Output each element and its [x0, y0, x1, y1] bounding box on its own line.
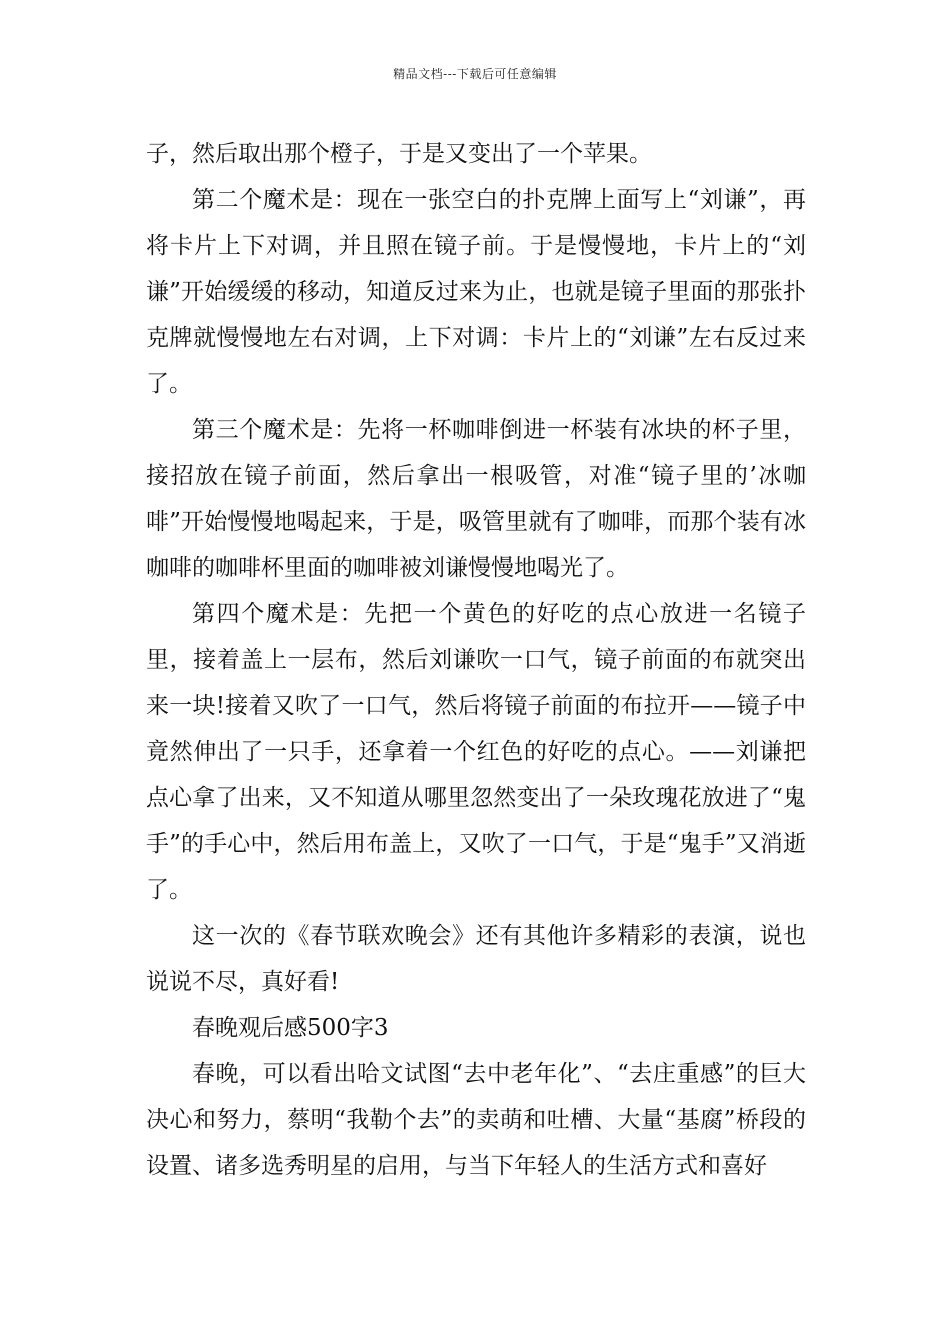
paragraph-continuation: 子，然后取出那个橙子，于是又变出了一个苹果。 [146, 141, 652, 167]
paragraph-summary: 这一次的《春节联欢晚会》还有其他许多精彩的表演，说也说说不尽，真好看! [146, 923, 806, 995]
paragraph-magic-3: 第三个魔术是：先将一杯咖啡倒进一杯装有冰块的杯子里，接招放在镜子前面，然后拿出一根吸管，对准“镜子里的’冰咖啡”开始慢慢地喝起来，于是，吸管里就有了咖啡，而那个装有冰咖啡的咖啡杯里面的咖啡被刘谦慢慢地喝光了。 [146, 417, 806, 581]
section-heading: 春晚观后感500字3 [192, 1015, 389, 1041]
paragraph-essay-3: 春晚，可以看出哈文试图“去中老年化”、“去庄重感”的巨大决心和努力，蔡明“我勒个去”的卖萌和吐槽、大量“基腐”桥段的设置、诸多选秀明星的启用，与当下年轻人的生活方式和喜好 [146, 1061, 806, 1179]
page-header: 精品文档---下载后可任意编辑 [393, 67, 557, 81]
paragraph-magic-4: 第四个魔术是：先把一个黄色的好吃的点心放进一名镜子里，接着盖上一层布，然后刘谦吹一口气，镜子前面的布就突出来一块!接着又吹了一口气，然后将镜子前面的布拉开——镜子中竟然伸出了一只手，还拿着一个红色的好吃的点心。——刘谦把点心拿了出来，又不知道从哪里忽然变出了一朵玫瑰花放进了“鬼手”的手心中，然后用布盖上，又吹了一口气，于是“鬼手”又消逝了。 [146, 601, 806, 903]
document-body [146, 131, 806, 1189]
paragraph-magic-2: 第二个魔术是：现在一张空白的扑克牌上面写上“刘谦”，再将卡片上下对调，并且照在镜子前。于是慢慢地，卡片上的“刘谦”开始缓缓的移动，知道反过来为止，也就是镜子里面的那张扑克牌就慢慢地左右对调，上下对调：卡片上的“刘谦”左右反过来了。 [146, 187, 806, 397]
